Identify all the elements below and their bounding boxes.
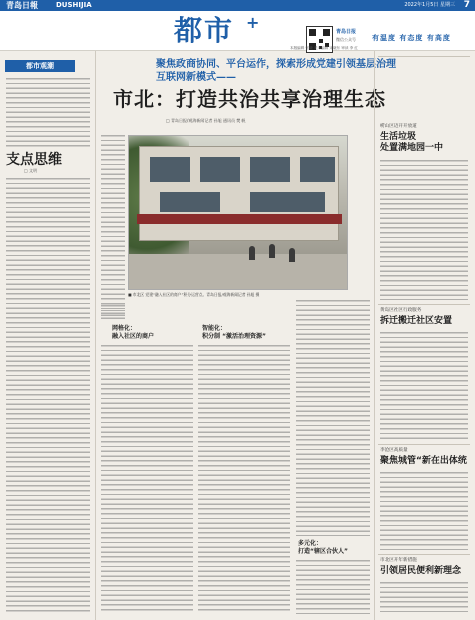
lead-body-bottom xyxy=(101,305,125,319)
subhead-grid: 网格化： 融入社区的商户 xyxy=(112,325,155,340)
brand-logo: 青岛日報 xyxy=(6,1,38,10)
right-item-kicker: 崂山区迈开开放道 xyxy=(380,124,417,129)
right-item-body xyxy=(380,582,468,614)
lead-body-left xyxy=(101,135,125,320)
editors-line: 本版编辑 张晓 美术编辑 宋晓东 审读 李 红 xyxy=(290,46,358,50)
masthead-slogan: 有温度 有态度 有高度 xyxy=(372,34,451,42)
left-column-body-top xyxy=(6,78,90,148)
body-column-3-bottom xyxy=(296,560,370,614)
qr-sublabel: 微信公众号 xyxy=(336,37,356,42)
right-item-body xyxy=(380,472,468,550)
right-item-kicker: 黄岛区社区行政服务 xyxy=(380,308,422,313)
headline-kicker: 聚焦政商协同、平台运作，探索形成党建引领基层治理 互联网新模式—— xyxy=(156,59,396,83)
right-item-body xyxy=(380,160,468,300)
top-bar xyxy=(0,0,475,11)
right-item-kicker: 李沧区高质量 xyxy=(380,448,408,453)
left-article-title: 支点思维 xyxy=(6,152,62,168)
left-column-body xyxy=(6,178,90,614)
issue-date: 2022年1月5日 星期三 xyxy=(404,2,455,8)
column-plus: + xyxy=(246,13,260,32)
right-item-headline: 拆迁搬迁社区安置 xyxy=(380,316,453,326)
news-photo xyxy=(128,135,348,290)
right-item-divider xyxy=(378,56,470,57)
right-item-headline: 聚焦城管“新在出体统 xyxy=(380,456,467,466)
masthead xyxy=(0,11,475,51)
right-item-divider xyxy=(378,444,470,445)
body-column-1 xyxy=(101,345,193,614)
main-headline: 市北：打造共治共享治理生态 xyxy=(113,87,386,111)
left-article-author: □ 文明 xyxy=(24,168,38,173)
column-tag: 都市观潮 xyxy=(5,60,75,72)
photo-caption: ■ 市北区 党建“融入社区的商户”积分运营点。青岛日报/观海新闻记者 孙旭 摄 xyxy=(128,292,260,297)
right-item-body xyxy=(380,332,468,440)
right-item-divider xyxy=(378,554,470,555)
byline: □ 青岛日报/观海新闻记者 孙旭 通讯员 樊 帆 xyxy=(166,118,246,123)
body-column-3-top xyxy=(296,300,370,536)
body-column-2 xyxy=(198,345,290,614)
section-label: DUSHIJIA xyxy=(56,1,92,9)
subhead-diverse: 多元化： 打造“辖区合伙人” xyxy=(298,540,348,555)
right-item-kicker: 市北区开年新措施 xyxy=(380,558,417,563)
subhead-smart: 智能化： 积分制 “激活治理资源” xyxy=(202,325,266,340)
right-item-headline: 生活垃圾 处置满地园一中 xyxy=(380,132,444,153)
right-item-divider xyxy=(378,304,470,305)
column-title: 都市 xyxy=(174,14,235,47)
right-item-headline: 引领居民便利新理念 xyxy=(380,566,462,576)
qr-label: 青岛日报 xyxy=(336,29,357,35)
page-number: 7 xyxy=(463,0,470,10)
